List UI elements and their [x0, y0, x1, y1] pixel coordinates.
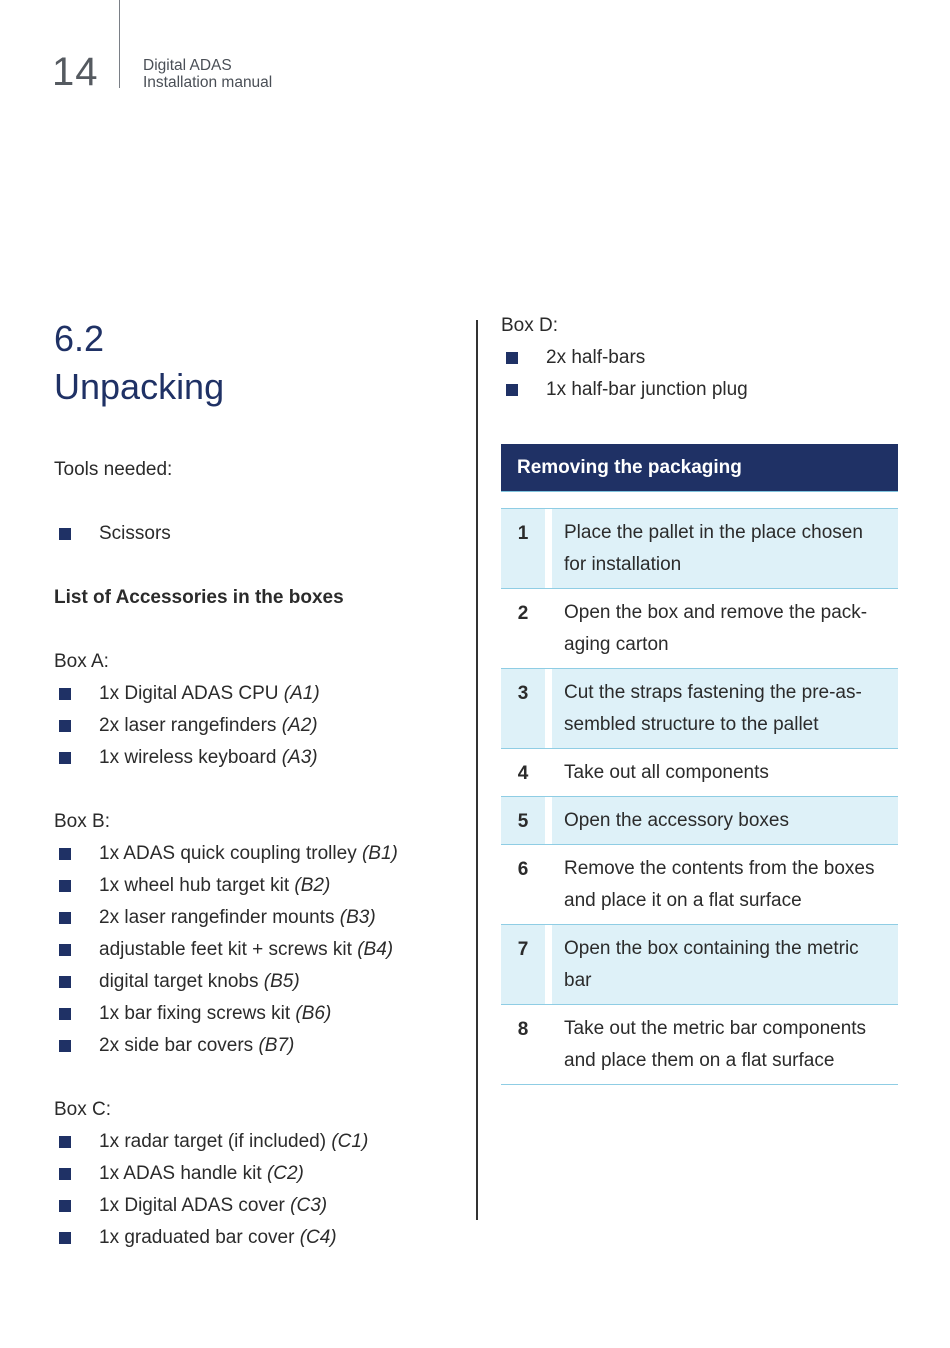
list-item-text: 1x wireless keyboard [99, 747, 282, 768]
part-code: (B3) [339, 907, 376, 928]
part-code: (B6) [295, 1003, 332, 1024]
box-a-list [54, 678, 464, 774]
bullet-square-icon [506, 384, 518, 396]
step-number: 2 [517, 603, 529, 624]
step-text: Place the pallet in the place chosen for installation [552, 509, 898, 588]
part-code: (C3) [290, 1195, 328, 1216]
step-number: 5 [501, 797, 545, 844]
list-item [54, 934, 464, 966]
document-title-line1: Digital ADAS [143, 57, 232, 74]
step-row [501, 1004, 898, 1085]
list-item-text: 1x ADAS quick coupling trolley [99, 843, 362, 864]
step-text: Take out the metric bar components and place them on a flat surface [564, 1018, 867, 1071]
list-item-text: 1x wheel hub target kit [99, 875, 295, 896]
part-code: (B2) [294, 875, 331, 896]
bullet-square-icon [506, 352, 518, 364]
accessories-heading: List of Accessories in the boxes [54, 587, 344, 608]
box-a-title: Box A: [54, 651, 109, 672]
step-text: Open the box and remove the pack-aging carton [564, 602, 868, 655]
list-item [54, 518, 464, 550]
document-title-line2: Installation manual [143, 74, 273, 91]
part-code: (B5) [263, 971, 300, 992]
list-item [54, 998, 464, 1030]
list-item [54, 838, 464, 870]
part-code: (C1) [331, 1131, 369, 1152]
step-number: 7 [501, 925, 545, 1004]
step-row [501, 924, 898, 1004]
box-d-list [501, 342, 898, 406]
tools-label: Tools needed: [54, 459, 173, 480]
bullet-square-icon [59, 912, 71, 924]
step-row [501, 748, 898, 796]
step-row [501, 588, 898, 668]
section-title: Unpacking [54, 366, 225, 407]
bullet-square-icon [59, 1136, 71, 1148]
list-item [54, 870, 464, 902]
step-number: 4 [517, 763, 529, 784]
list-item-text: 2x side bar covers [99, 1035, 259, 1056]
list-item [54, 1190, 464, 1222]
part-code: (B7) [258, 1035, 295, 1056]
packaging-steps-table [501, 508, 898, 1085]
list-item [54, 966, 464, 998]
packaging-steps-header: Removing the packaging [501, 444, 898, 492]
list-item [54, 1126, 464, 1158]
step-text: Take out all components [564, 762, 769, 783]
box-b-list [54, 838, 464, 1062]
step-text: Remove the contents from the boxes and place it on a flat surface [564, 858, 875, 911]
bullet-square-icon [59, 528, 71, 540]
list-item-text: 1x bar fixing screws kit [99, 1003, 296, 1024]
list-item [54, 902, 464, 934]
step-text: Cut the straps fastening the pre-as-sembled structure to the pallet [552, 669, 898, 748]
list-item [54, 678, 464, 710]
list-item [501, 374, 898, 406]
bullet-square-icon [59, 976, 71, 988]
list-item [54, 1158, 464, 1190]
list-item-text: 2x laser rangefinder mounts [99, 907, 340, 928]
list-item-text: 1x graduated bar cover [99, 1227, 300, 1248]
part-code: (A1) [283, 683, 320, 704]
bullet-square-icon [59, 720, 71, 732]
step-number: 8 [517, 1019, 529, 1040]
bullet-square-icon [59, 688, 71, 700]
part-code: (A3) [281, 747, 318, 768]
list-item-text: adjustable feet kit + screws kit [99, 939, 358, 960]
list-item-text: 1x radar target (if included) [99, 1131, 332, 1152]
bullet-square-icon [59, 1200, 71, 1212]
section-number: 6.2 [54, 318, 105, 359]
list-item [54, 742, 464, 774]
part-code: (B4) [357, 939, 394, 960]
list-item-text: 2x half-bars [546, 347, 646, 368]
document-title [143, 57, 272, 91]
step-row [501, 844, 898, 924]
bullet-square-icon [59, 848, 71, 860]
bullet-square-icon [59, 944, 71, 956]
list-item [501, 342, 898, 374]
box-d-title: Box D: [501, 315, 559, 336]
list-item-text: 1x Digital ADAS cover [99, 1195, 291, 1216]
step-row [501, 508, 898, 588]
bullet-square-icon [59, 1040, 71, 1052]
step-text: Open the box containing the metric bar [552, 925, 898, 1004]
part-code: (C4) [299, 1227, 337, 1248]
list-item [54, 710, 464, 742]
left-column [54, 315, 464, 1254]
step-number: 3 [501, 669, 545, 748]
bullet-square-icon [59, 752, 71, 764]
page-number: 14 [52, 50, 99, 94]
box-b-title: Box B: [54, 811, 110, 832]
bullet-square-icon [59, 1168, 71, 1180]
list-item [54, 1030, 464, 1062]
tools-list [54, 518, 464, 550]
list-item [54, 1222, 464, 1254]
part-code: (B1) [361, 843, 398, 864]
part-code: (C2) [266, 1163, 304, 1184]
bullet-square-icon [59, 1008, 71, 1020]
list-item-text: Scissors [99, 523, 171, 544]
column-divider [476, 320, 478, 1220]
step-number: 1 [501, 509, 545, 588]
list-item-text: 1x half-bar junction plug [546, 379, 748, 400]
part-code: (A2) [281, 715, 318, 736]
right-column [501, 310, 898, 1085]
step-number: 6 [517, 859, 529, 880]
list-item-text: digital target knobs [99, 971, 264, 992]
step-text: Open the accessory boxes [552, 797, 898, 844]
step-row [501, 668, 898, 748]
header-divider [119, 0, 120, 88]
list-item-text: 1x ADAS handle kit [99, 1163, 267, 1184]
bullet-square-icon [59, 1232, 71, 1244]
section-heading [54, 315, 464, 411]
box-c-title: Box C: [54, 1099, 112, 1120]
box-c-list [54, 1126, 464, 1254]
list-item-text: 2x laser rangefinders [99, 715, 282, 736]
bullet-square-icon [59, 880, 71, 892]
list-item-text: 1x Digital ADAS CPU [99, 683, 284, 704]
step-row [501, 796, 898, 844]
